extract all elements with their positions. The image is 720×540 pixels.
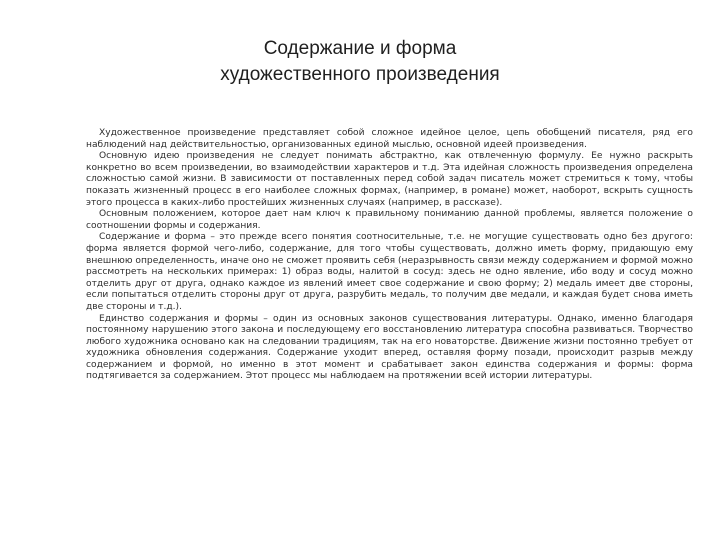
paragraph: Основную идею произведения не следует понимать абстрактно, как отвлеченную формулу. Ее нужно раскрыть конкретно во всем произведении, во взаимодействии характеров и т.д. Эта идейная сложность произведения определена сложностью самой жизни. В зависимости от поставленных перед собой задач писатель может стремиться к тому, чтобы показать жизненный процесс в его наиболее сложных формах, (например, в романе) может, наоборот, вскрыть сущность этого процесса в каких-либо простейших жизненных случаях (например, в рассказе). — [86, 151, 693, 208]
paragraph: Основным положением, которое дает нам ключ к правильному пониманию данной проблемы, является положение о соотношении формы и содержания. — [86, 209, 693, 231]
paragraph: Художественное произведение представляет собой сложное идейное целое, цепь обобщений писателя, ряд его наблюдений над действительностью, организованных единой мыслью, основной идеей произведения. — [86, 128, 693, 150]
body-text — [86, 128, 693, 383]
paragraph: Содержание и форма – это прежде всего понятия соотносительные, т.е. не могущие существовать одно без другого: форма является формой чего-либо, содержание, для того чтобы существовать, должно иметь форму, придающую ему внешнюю определенность, иначе оно не сможет проявить себя (неразрывность связи между содержанием и формой можно рассмотреть на нескольких примерах: 1) образ воды, налитой в сосуд: здесь не одно явление, ибо воду и сосуд можно отделить друг от друга, однако каждое из явлений имеет свое содержание и свою форму; 2) медаль имеет две стороны, если попытаться отделить стороны друг от друга, разрубить медаль, то получим две медали, и каждая будет снова иметь две стороны и т.д.). — [86, 232, 693, 312]
slide-title — [0, 36, 720, 88]
title-line-2: художественного произведения — [220, 64, 500, 85]
paragraph: Единство содержания и формы – один из основных законов существования литературы. Однако, именно благодаря постоянному нарушению этого закона и последующему его восстановлению литература способна развиваться. Творчество любого художника основано как на следовании традициям, так на его новаторстве. Движение жизни постоянно требует от художника обновления содержания. Содержание уходит вперед, оставляя форму позади, происходит разрыв между содержанием и формой, но именно в этот момент и срабатывает закон единства содержания и формы: форма подтягивается за содержанием. Этот процесс мы наблюдаем на протяжении всей истории литературы. — [86, 313, 693, 382]
title-line-1: Содержание и форма — [263, 38, 457, 59]
